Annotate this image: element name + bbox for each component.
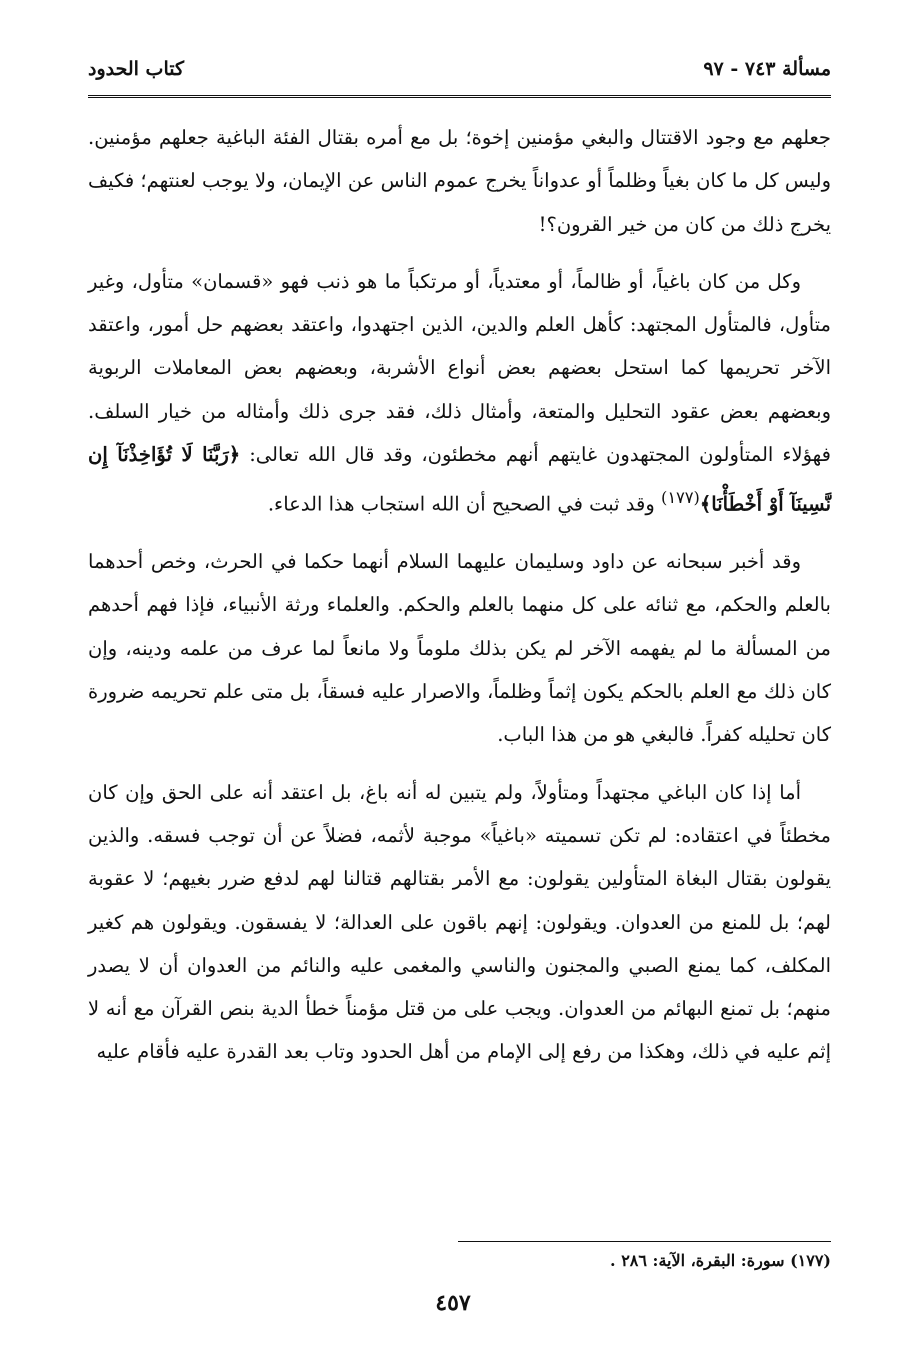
footnote: (١٧٧) سورة: البقرة، الآية: ٢٨٦ . — [610, 1251, 831, 1270]
paragraph-2 — [88, 260, 831, 526]
issue-number-heading: مسألة ٧٤٣ - ٩٧ — [703, 58, 831, 80]
paragraph-1: جعلهم مع وجود الاقتتال والبغي مؤمنين إخوة؛ بل مع أمره بقتال الفئة الباغية جعلهم مؤمنين. وليس كل ما كان بغياً وظلماً أو عدواناً يخرج عموم الناس عن الإيمان، ولا يوجب لعنتهم؛ فكيف يخرج ذلك من كان من خير القرون؟! — [88, 126, 831, 236]
book-section-heading: كتاب الحدود — [88, 58, 185, 80]
paragraph-2-text: وكل من كان باغياً، أو ظالماً، أو معتدياً، أو مرتكباً ما هو ذنب فهو «قسمان» متأول، وغير متأول، فالمتأول المجتهد: كأهل العلم والدين، الذين اجتهدوا، واعتقد بعضهم حل أمور، واعتقد الآخر تحريمها كما استحل بعضهم بعض أنواع الأشربة، وبعضهم بعض المعاملات الربوية وبعضهم بعض عقود التحليل والمتعة، وأمثال ذلك، فقد جرى ذلك وأمثاله من خيار السلف. فهؤلاء المتأولون المجتهدون غايتهم أنهم مخطئون، وقد قال الله تعالى: — [88, 269, 831, 467]
quran-verse: ﴿رَبَّنَا لَا تُؤَاخِذْنَآ إِن نَّسِينَآ أَوْ أَخْطَأْنَا﴾ — [88, 443, 831, 516]
after-verse-text: وقد ثبت في الصحيح أن الله استجاب هذا الدعاء. — [267, 492, 655, 516]
paragraph-3: وقد أخبر سبحانه عن داود وسليمان عليهما السلام أنهما حكما في الحرث، وخص أحدهما بالعلم والحكم، مع ثنائه على كل منهما بالعلم والحكم. والعلماء ورثة الأنبياء، فإذا فهم أحدهم من المسألة ما لم يفهمه الآخر لم يكن بذلك ملوماً ولا مانعاً لما عرف من علمه ودينه، وإن كان ذلك مع العلم بالحكم يكون إثماً وظلماً، والاصرار عليه فسقاً، بل متى علم تحريمه ضرورة كان تحليله كفراً. فالبغي هو من هذا الباب. — [88, 550, 831, 747]
paragraph-4: أما إذا كان الباغي مجتهداً ومتأولاً، ولم يتبين له أنه باغ، بل اعتقد أنه على الحق وإن كان مخطئاً في اعتقاده: لم تكن تسميته «باغياً» موجبة لأثمه، فضلاً عن أن توجب فسقه. والذين يقولون بقتال البغاة المتأولين يقولون: مع الأمر بقتالهم قتالنا لهم لدفع ضرر بغيهم؛ لا عقوبة لهم؛ بل للمنع من العدوان. ويقولون: إنهم باقون على العدالة؛ لا يفسقون. ويقولون هم كغير المكلف، كما يمنع الصبي والمجنون والناسي والمغمى عليه والنائم من العدوان أن لا يصدر منهم؛ بل تمنع البهائم من العدوان. ويجب على من قتل مؤمناً خطأ الدية بنص القرآن مع أنه لا إثم عليه في ذلك، وهكذا من رفع إلى الإمام من أهل الحدود وتاب بعد القدرة عليه فأقام عليه — [88, 780, 831, 1064]
page-number: ٤٥٧ — [435, 1290, 471, 1316]
footnote-rule — [458, 1241, 831, 1242]
main-text — [88, 116, 831, 1088]
running-header — [88, 58, 831, 98]
header-double-rule — [88, 95, 831, 98]
footnote-reference: (١٧٧) — [660, 488, 700, 508]
